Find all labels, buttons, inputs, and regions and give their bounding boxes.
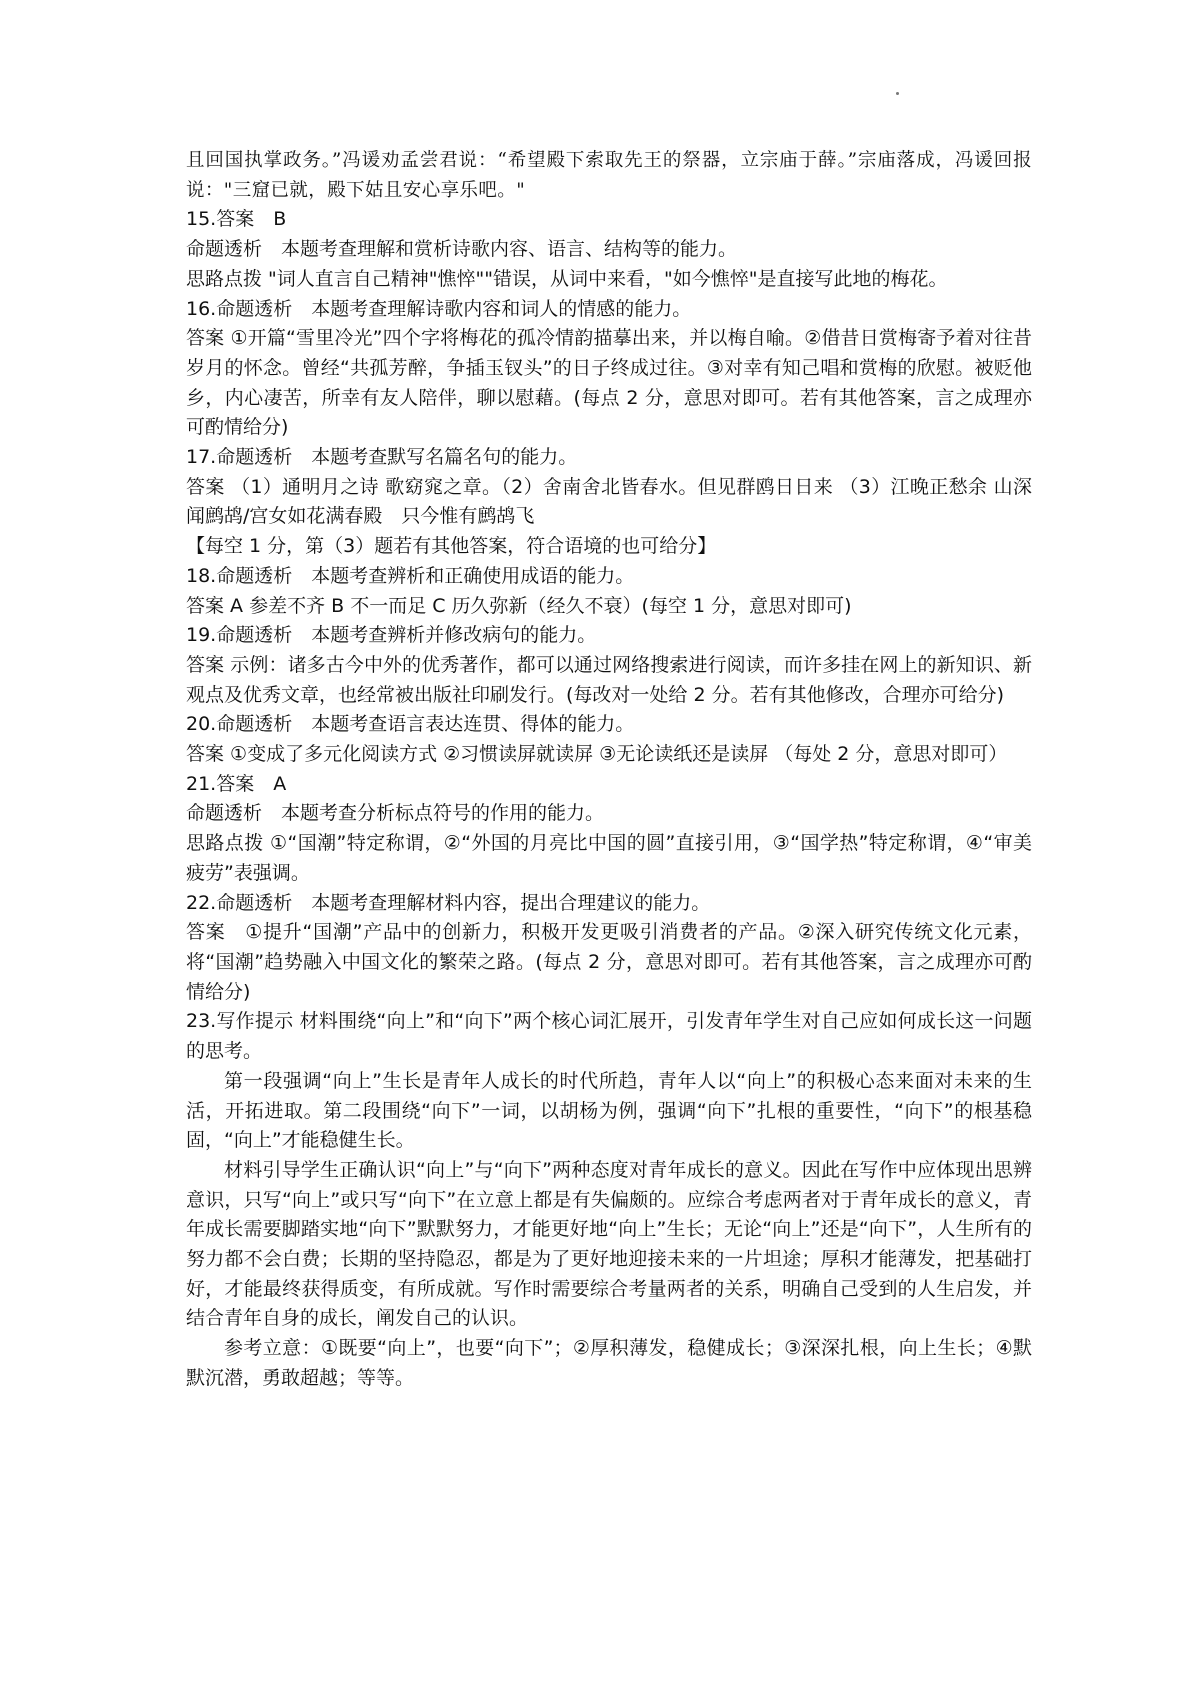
q23-paragraph-1: 第一段强调“向上”生长是青年人成长的时代所趋，青年人以“向上”的积极心态来面对未来的生活，开拓进取。第二段围绕“向下”一词，以胡杨为例，强调“向下”扎根的重要性，“向下”的根基稳固，“向上”才能稳健生长。: [186, 1069, 1032, 1152]
q15-hint: 思路点拨 "词人直言自己精神"憔悴""错误，从词中来看，"如今憔悴"是直接写此地的梅花。: [186, 267, 948, 290]
q23-writing-hint: 23.写作提示 材料围绕“向上”和“向下”两个核心词汇展开，引发青年学生对自己应如何成长这一问题的思考。: [186, 1010, 1032, 1063]
q20-answer: 答案 ①变成了多元化阅读方式 ②习惯读屏就读屏 ③无论读纸还是读屏 （每处 2 分，意思对即可）: [186, 743, 1008, 766]
q19-answer: 答案 示例：诸多古今中外的优秀著作，都可以通过网络搜索进行阅读，而许多挂在网上的新知识、新观点及优秀文章，也经常被出版社印刷发行。(每改对一处给 2 分。若有其他修改，合理亦可给分): [186, 653, 1032, 706]
q21-analysis: 命题透析 本题考查分析标点符号的作用的能力。: [186, 802, 605, 825]
q16-answer: 答案 ①开篇“雪里冷光”四个字将梅花的孤冷情韵描摹出来，并以梅自喻。②借昔日赏梅寄予着对往昔岁月的怀念。曾经“共孤芳醉，争插玉钗头”的日子终成过往。③对幸有知己唱和赏梅的欣慰。被贬他乡，内心凄苦，所幸有友人陪伴，聊以慰藉。(每点 2 分，意思对即可。若有其他答案，言之成理亦可酌情给分): [186, 327, 1032, 439]
q17-scoring-note: 【每空 1 分，第（3）题若有其他答案，符合语境的也可给分】: [186, 535, 717, 558]
q20-analysis: 20.命题透析 本题考查语言表达连贯、得体的能力。: [186, 713, 635, 736]
q19-analysis: 19.命题透析 本题考查辨析并修改病句的能力。: [186, 624, 597, 647]
scan-speck: [896, 92, 899, 95]
q17-analysis: 17.命题透析 本题考查默写名篇名句的能力。: [186, 446, 578, 469]
q21-answer: 21.答案 A: [186, 772, 287, 795]
q15-analysis: 命题透析 本题考查理解和赏析诗歌内容、语言、结构等的能力。: [186, 238, 738, 261]
q18-answer: 答案 A 参差不齐 B 不一而足 C 历久弥新（经久不衰）(每空 1 分，意思对即可): [186, 594, 852, 617]
q15-answer: 15.答案 B: [186, 208, 287, 231]
q22-analysis: 22.命题透析 本题考查理解材料内容，提出合理建议的能力。: [186, 891, 711, 914]
q16-analysis: 16.命题透析 本题考查理解诗歌内容和词人的情感的能力。: [186, 297, 692, 320]
q23-paragraph-3: 参考立意：①既要“向上”，也要“向下”；②厚积薄发，稳健成长；③深深扎根，向上生长；④默默沉潜，勇敢超越；等等。: [186, 1337, 1032, 1389]
q21-hint: 思路点拨 ①“国潮”特定称谓，②“外国的月亮比中国的圆”直接引用，③“国学热”特定称谓，④“审美疲劳”表强调。: [186, 832, 1032, 884]
answer-key-text: [186, 146, 1032, 1394]
intro-translation: 且回国执掌政务。”冯谖劝孟尝君说：“希望殿下索取先王的祭器，立宗庙于薛。”宗庙落成，冯谖回报说："三窟已就，殿下姑且安心享乐吧。": [186, 150, 1032, 201]
q18-analysis: 18.命题透析 本题考查辨析和正确使用成语的能力。: [186, 564, 635, 587]
q22-answer: 答案 ①提升“国潮”产品中的创新力，积极开发更吸引消费者的产品。②深入研究传统文化元素，将“国潮”趋势融入中国文化的繁荣之路。(每点 2 分，意思对即可。若有其他答案，言之成理亦可酌情给分): [186, 921, 1032, 1003]
q17-answer: 答案 （1）通明月之诗 歌窈窕之章。（2）舍南舍北皆春水。但见群鸥日日来 （3）江晚正愁余 山深闻鹧鸪/宫女如花满春殿 只今惟有鹧鸪飞: [186, 475, 1032, 528]
q23-paragraph-2: 材料引导学生正确认识“向上”与“向下”两种态度对青年成长的意义。因此在写作中应体现出思辨意识，只写“向上”或只写“向下”在立意上都是有失偏颇的。应综合考虑两者对于青年成长的意义，青年成长需要脚踏实地“向下”默默努力，才能更好地“向上”生长；无论“向上”还是“向下”，人生所有的努力都不会白费；长期的坚持隐忍，都是为了更好地迎接未来的一片坦途；厚积才能薄发，把基础打好，才能最终获得质变，有所成就。写作时需要综合考量两者的关系，明确自己受到的人生启发，并结合青年自身的成长，阐发自己的认识。: [186, 1158, 1032, 1330]
